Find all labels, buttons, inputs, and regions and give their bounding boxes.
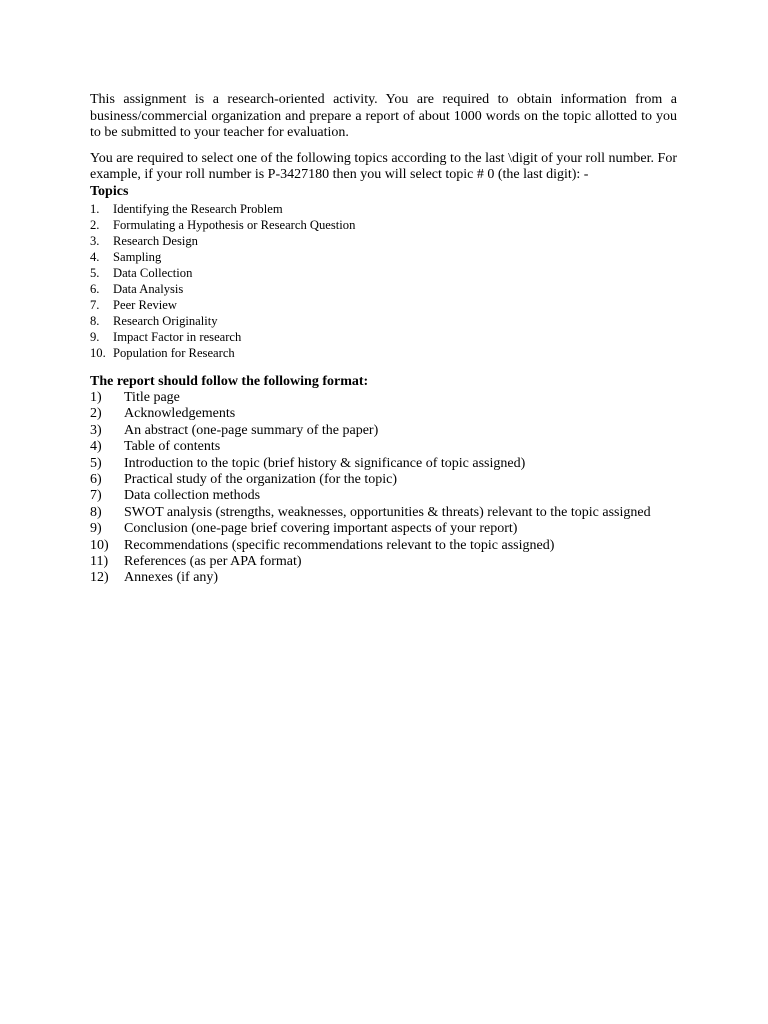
topic-label: Research Design bbox=[113, 233, 198, 248]
topic-label: Research Originality bbox=[113, 314, 218, 329]
topic-item bbox=[90, 201, 677, 217]
format-label: SWOT analysis (strengths, weaknesses, opportunities & threats) relevant to the topic assigned bbox=[124, 504, 651, 520]
topic-number: 6. bbox=[90, 282, 100, 297]
topic-number: 3. bbox=[90, 233, 100, 248]
topic-number: 8. bbox=[90, 314, 100, 329]
topic-number: 9. bbox=[90, 330, 100, 345]
format-item bbox=[90, 554, 677, 570]
topic-item bbox=[90, 313, 677, 329]
topic-number: 5. bbox=[90, 265, 100, 280]
topic-number: 1. bbox=[90, 201, 100, 216]
topic-number: 4. bbox=[90, 249, 100, 264]
topic-label: Sampling bbox=[113, 249, 162, 264]
format-number: 2) bbox=[90, 406, 102, 422]
format-number: 11) bbox=[90, 553, 109, 569]
topic-item bbox=[90, 345, 677, 361]
format-label: Conclusion (one-page brief covering important aspects of your report) bbox=[124, 521, 518, 537]
format-number: 4) bbox=[90, 439, 102, 455]
format-item bbox=[90, 521, 677, 537]
format-number: 12) bbox=[90, 570, 109, 586]
document-body bbox=[90, 92, 677, 587]
format-item bbox=[90, 456, 677, 472]
format-number: 7) bbox=[90, 488, 102, 504]
topics-list bbox=[90, 201, 677, 362]
format-item bbox=[90, 439, 677, 455]
format-label: Title page bbox=[124, 389, 180, 405]
format-label: Annexes (if any) bbox=[124, 570, 219, 586]
format-number: 3) bbox=[90, 422, 102, 438]
format-label: Recommendations (specific recommendations relevant to the topic assigned) bbox=[124, 537, 555, 553]
format-item bbox=[90, 390, 677, 406]
format-label: Data collection methods bbox=[124, 488, 261, 504]
instruction-paragraph: You are required to select one of the following topics according to the last \digit of your roll number. For example, if your roll number is P-3427180 then you will select topic # 0 (the last digit): - bbox=[90, 150, 677, 183]
format-heading: The report should follow the following format: bbox=[90, 373, 369, 389]
topic-item bbox=[90, 217, 677, 233]
topic-label: Impact Factor in research bbox=[113, 330, 242, 345]
topic-item bbox=[90, 297, 677, 313]
format-number: 10) bbox=[90, 537, 109, 553]
topic-label: Identifying the Research Problem bbox=[113, 201, 283, 216]
topic-item bbox=[90, 265, 677, 281]
format-number: 9) bbox=[90, 521, 102, 537]
topic-number: 2. bbox=[90, 217, 100, 232]
format-number: 8) bbox=[90, 504, 102, 520]
format-list bbox=[90, 390, 677, 587]
topic-label: Peer Review bbox=[113, 298, 177, 313]
format-item bbox=[90, 505, 677, 521]
topic-label: Data Analysis bbox=[113, 282, 184, 297]
format-label: Acknowledgements bbox=[124, 406, 236, 422]
format-label: Introduction to the topic (brief history & significance of topic assigned) bbox=[124, 455, 526, 471]
format-number: 6) bbox=[90, 471, 102, 487]
format-label: An abstract (one-page summary of the paper) bbox=[124, 422, 379, 438]
format-item bbox=[90, 406, 677, 422]
intro-paragraph: This assignment is a research-oriented activity. You are required to obtain information from a business/commercial organization and prepare a report of about 1000 words on the topic allotted to you to be submitted to your teacher for evaluation. bbox=[90, 92, 677, 141]
topic-label: Formulating a Hypothesis or Research Question bbox=[113, 217, 356, 232]
format-number: 1) bbox=[90, 389, 102, 405]
topic-item bbox=[90, 249, 677, 265]
format-label: Table of contents bbox=[124, 439, 221, 455]
format-label: References (as per APA format) bbox=[124, 553, 302, 569]
format-label: Practical study of the organization (for the topic) bbox=[124, 471, 398, 487]
topic-item bbox=[90, 281, 677, 297]
format-item bbox=[90, 538, 677, 554]
format-number: 5) bbox=[90, 455, 102, 471]
format-item bbox=[90, 423, 677, 439]
format-item bbox=[90, 472, 677, 488]
topic-item bbox=[90, 329, 677, 345]
format-item bbox=[90, 488, 677, 504]
topic-number: 7. bbox=[90, 298, 100, 313]
topics-heading: Topics bbox=[90, 183, 129, 199]
topic-number: 10. bbox=[90, 346, 106, 361]
topic-item bbox=[90, 233, 677, 249]
topic-label: Data Collection bbox=[113, 265, 193, 280]
format-item bbox=[90, 570, 677, 586]
topic-label: Population for Research bbox=[113, 346, 235, 361]
